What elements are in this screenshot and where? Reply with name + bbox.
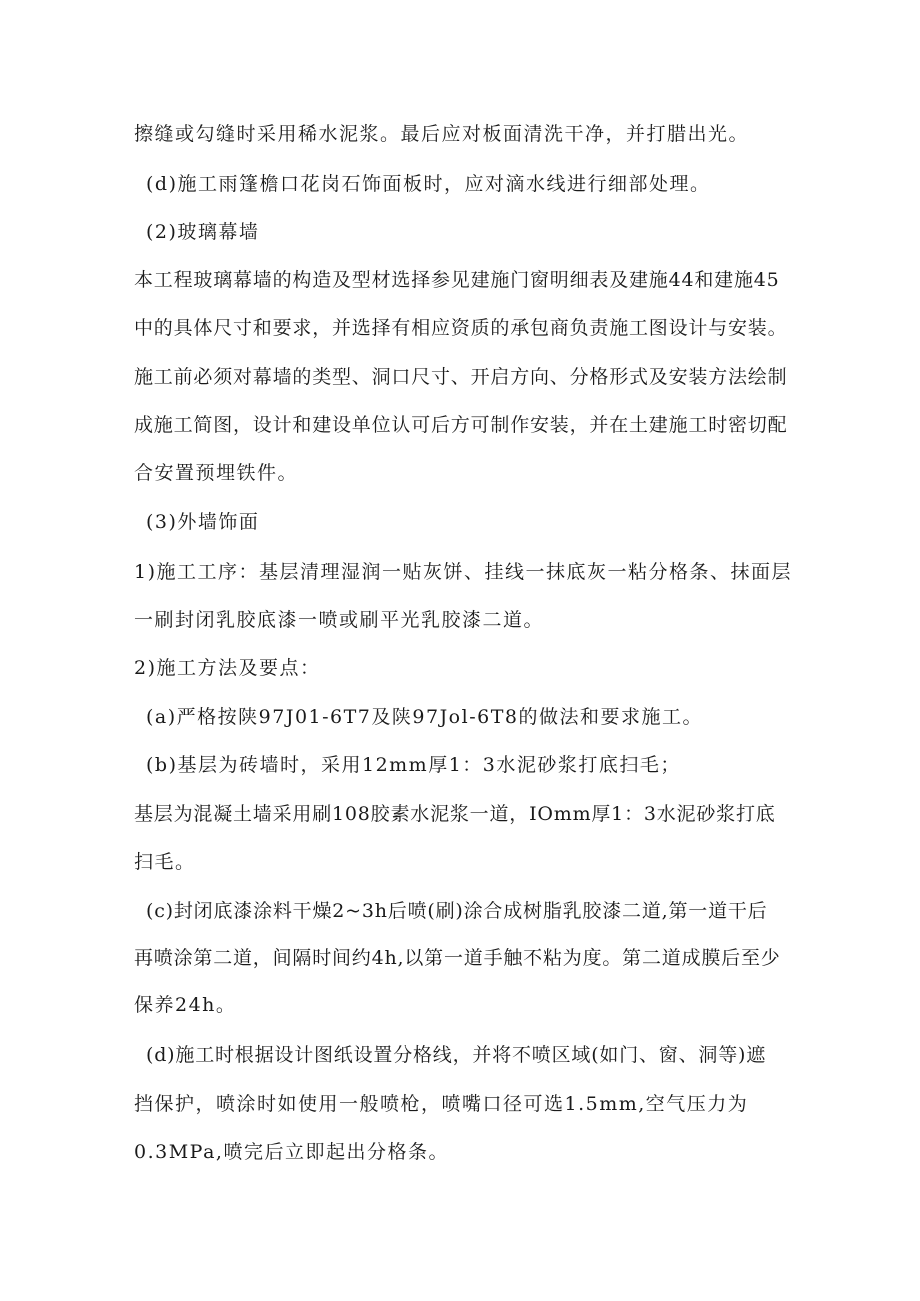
paragraph-line: (d)施工时根据设计图纸设置分格线，并将不喷区域(如门、窗、洞等)遮 bbox=[146, 1044, 767, 1066]
paragraph-line: 本工程玻璃幕墙的构造及型材选择参见建施门窗明细表及建施44和建施45 bbox=[134, 269, 780, 291]
paragraph-line: (d)施工雨篷檐口花岗石饰面板时，应对滴水线进行细部处理。 bbox=[146, 173, 711, 195]
paragraph-line: 扫毛。 bbox=[134, 851, 196, 873]
paragraph-line: (c)封闭底漆涂料干燥2~3h后喷(刷)涂合成树脂乳胶漆二道,第一道干后 bbox=[146, 900, 768, 922]
paragraph-line: 一刷封闭乳胶底漆一喷或刷平光乳胶漆二道。 bbox=[134, 609, 545, 631]
subsection-heading: 2)施工方法及要点： bbox=[134, 657, 321, 679]
paragraph-line: 合安置预埋铁件。 bbox=[134, 462, 299, 484]
paragraph-line: (b)基层为砖墙时，采用12mm厚1：3水泥砂浆打底扫毛； bbox=[146, 754, 681, 776]
paragraph-line: 基层为混凝土墙采用刷108胶素水泥浆一道，IOmm厚1：3水泥砂浆打底 bbox=[134, 803, 776, 825]
paragraph-line: 中的具体尺寸和要求，并选择有相应资质的承包商负责施工图设计与安装。 bbox=[134, 317, 788, 339]
paragraph-line: 成施工简图，设计和建设单位认可后方可制作安装，并在土建施工时密切配 bbox=[134, 414, 788, 436]
paragraph-line: 挡保护，喷涂时如使用一般喷枪，喷嘴口径可选1.5mm,空气压力为 bbox=[134, 1093, 749, 1115]
paragraph-line: 施工前必须对幕墙的类型、洞口尺寸、开启方向、分格形式及安装方法绘制 bbox=[134, 366, 788, 388]
paragraph-line: 1)施工工序：基层清理湿润一贴灰饼、挂线一抹底灰一粘分格条、抹面层 bbox=[134, 561, 793, 583]
paragraph-line: 擦缝或勾缝时采用稀水泥浆。最后应对板面清洗干净，并打腊出光。 bbox=[134, 123, 750, 145]
paragraph-line: 0.3MPa,喷完后立即起出分格条。 bbox=[134, 1141, 449, 1163]
paragraph-line: (a)严格按陕97J01-6T7及陕97Jol-6T8的做法和要求施工。 bbox=[146, 706, 703, 728]
paragraph-line: 保养24h。 bbox=[134, 994, 237, 1016]
paragraph-line: 再喷涂第二道，间隔时间约4h,以第一道手触不粘为度。第二道成膜后至少 bbox=[134, 947, 781, 969]
section-heading: (3)外墙饰面 bbox=[146, 511, 260, 533]
section-heading: (2)玻璃幕墙 bbox=[146, 221, 260, 243]
